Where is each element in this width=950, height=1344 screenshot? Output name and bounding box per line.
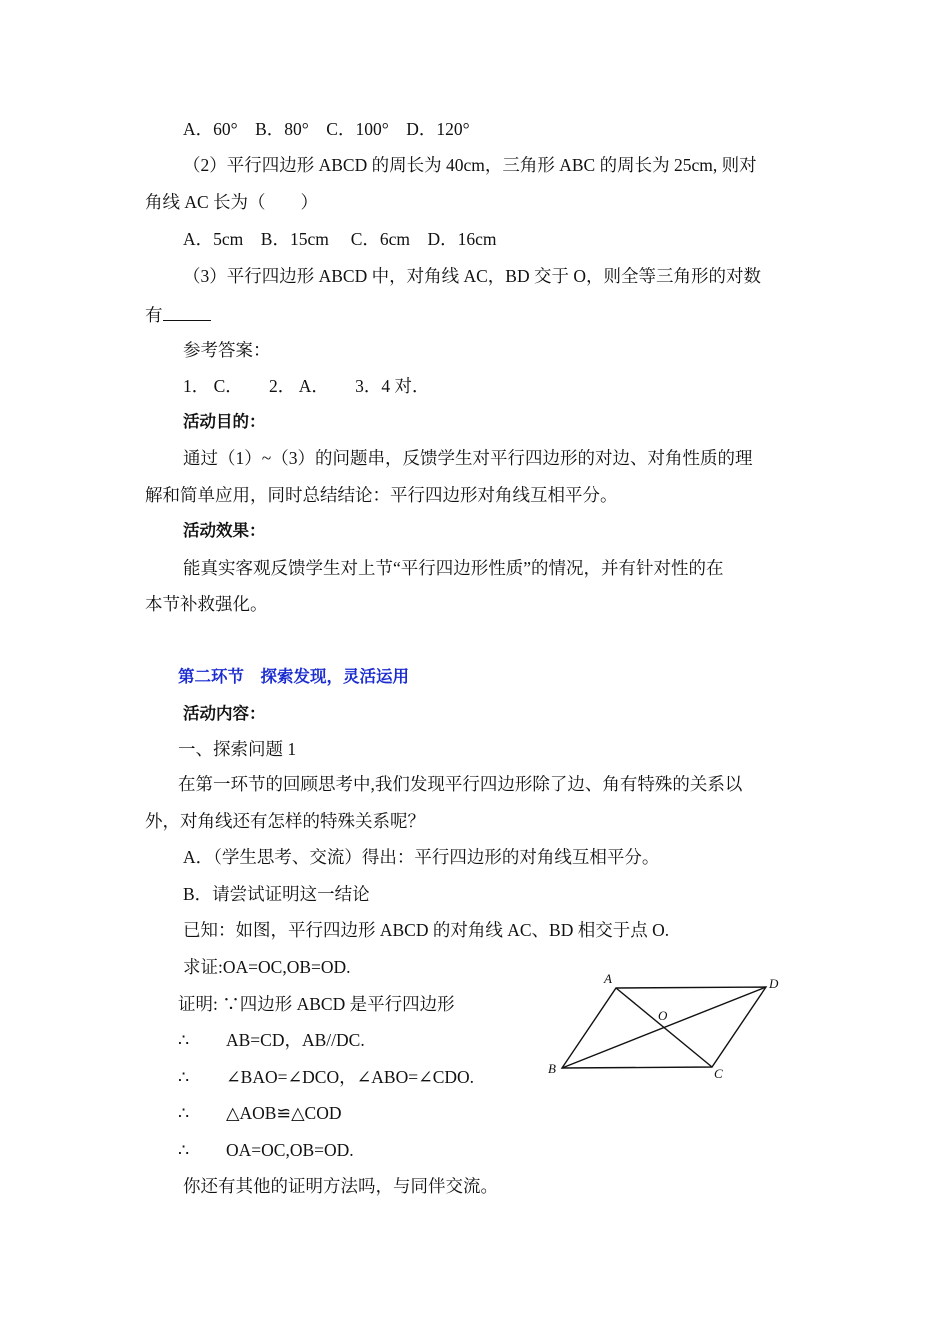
q2-line1: （2）平行四边形 ABCD 的周长为 40cm，三角形 ABC 的周长为 25cm, 则对 [183,155,757,175]
q2-line2: 角线 AC 长为（ ） [145,192,319,212]
diagonal-bd [562,987,766,1068]
proof-step-4 [178,1138,354,1162]
vertex-label-o: O [658,1008,668,1023]
answer-blank [163,302,211,321]
q2-options: A．5cm B．15cm C．6cm D．16cm [183,229,497,249]
answers-text: 1． C． 2． A． 3．4 对． [183,376,430,396]
purpose-line2: 解和简单应用，同时总结结论：平行四边形对角线互相平分。 [145,485,618,505]
proof-step-3 [178,1101,342,1125]
proof-step-text: OA=OC,OB=OD. [226,1140,354,1160]
parallelogram-figure [540,968,790,1086]
section2-title: 第二环节 探索发现，灵活运用 [178,667,409,686]
proof-step-2 [178,1065,475,1089]
q3-line2 [145,302,211,327]
therefore-symbol: ∴ [178,1103,190,1123]
given-statement: 已知：如图，平行四边形 ABCD 的对角线 AC、BD 相交于点 O. [183,920,670,940]
q3-line2-prefix: 有 [145,305,163,325]
answers-heading: 参考答案： [183,340,271,360]
proof-step-text: △AOB≌△COD [226,1103,342,1123]
q3-line1: （3）平行四边形 ABCD 中，对角线 AC，BD 交于 O，则全等三角形的对数 [183,266,762,286]
effect-line2: 本节补救强化。 [145,594,268,614]
intro-line2: 外，对角线还有怎样的特殊关系呢？ [145,811,425,831]
therefore-symbol: ∴ [178,1030,190,1050]
purpose-line1: 通过（1）~（3）的问题串，反馈学生对平行四边形的对边、对角性质的理 [183,448,753,468]
vertex-label-a: A [604,971,612,986]
problem-title: 一、探索问题 1 [178,739,297,759]
proof-start: 证明: ∵四边形 ABCD 是平行四边形 [178,994,455,1014]
section2-content-heading: 活动内容： [183,704,266,723]
therefore-symbol: ∴ [178,1140,190,1160]
vertex-label-c: C [714,1066,723,1081]
effect-line1: 能真实客观反馈学生对上节“平行四边形性质”的情况，并有针对性的在 [183,558,724,578]
proof-step-text: AB=CD，AB//DC. [226,1030,365,1050]
proof-step-text: ∠BAO=∠DCO，∠ABO=∠CDO. [226,1067,475,1087]
therefore-symbol: ∴ [178,1067,190,1087]
intro-line1: 在第一环节的回顾思考中,我们发现平行四边形除了边、角有特殊的关系以 [178,774,743,794]
vertex-label-b: B [548,1061,556,1076]
step-b: B．请尝试证明这一结论 [183,884,370,904]
closing-question: 你还有其他的证明方法吗，与同伴交流。 [183,1176,498,1196]
proof-step-1 [178,1028,365,1052]
prove-statement: 求证:OA=OC,OB=OD. [183,957,351,977]
step-a: A．（学生思考、交流）得出：平行四边形的对角线互相平分。 [183,847,660,867]
effect-heading: 活动效果： [183,521,266,540]
figure-lines [562,987,766,1068]
vertex-label-d: D [769,976,779,991]
q1-options: A．60° B．80° C．100° D．120° [183,119,470,139]
purpose-heading: 活动目的： [183,412,266,431]
